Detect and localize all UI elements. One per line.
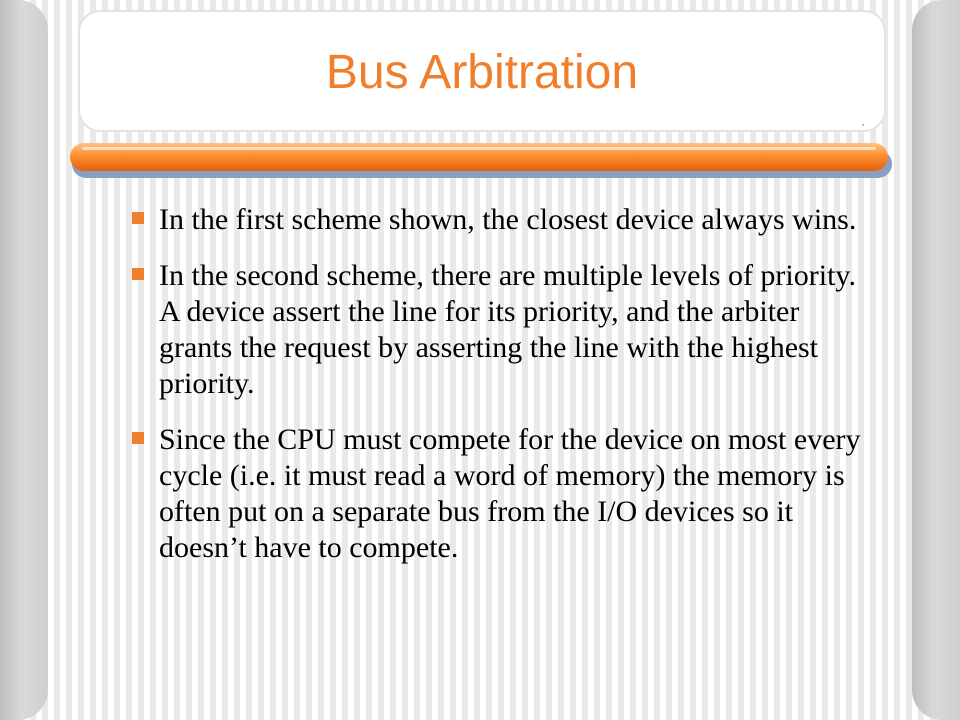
square-bullet-icon: [132, 268, 144, 280]
bullet-item: [130, 422, 870, 566]
right-side-bar: [912, 0, 960, 720]
bullet-item: [130, 258, 870, 402]
bullet-item: [130, 202, 870, 238]
title-panel-dot: [862, 124, 864, 126]
bullet-list: [130, 202, 870, 586]
bullet-text: Since the CPU must compete for the device on most every cycle (i.e. it must read a word of memory) the memory is often put on a separate bus from the I/O devices so it doesn’t have to compete.: [159, 423, 861, 564]
square-bullet-icon: [132, 212, 144, 224]
bullet-text: In the first scheme shown, the closest device always wins.: [159, 203, 857, 236]
bullet-text: In the second scheme, there are multiple levels of priority. A device assert the line for its priority, and the arbiter grants the request by asserting the line with the highest priority.: [159, 259, 856, 400]
left-side-bar: [0, 0, 48, 720]
square-bullet-icon: [132, 432, 144, 444]
title-rule: [70, 143, 888, 171]
slide-title: Bus Arbitration: [325, 46, 639, 99]
